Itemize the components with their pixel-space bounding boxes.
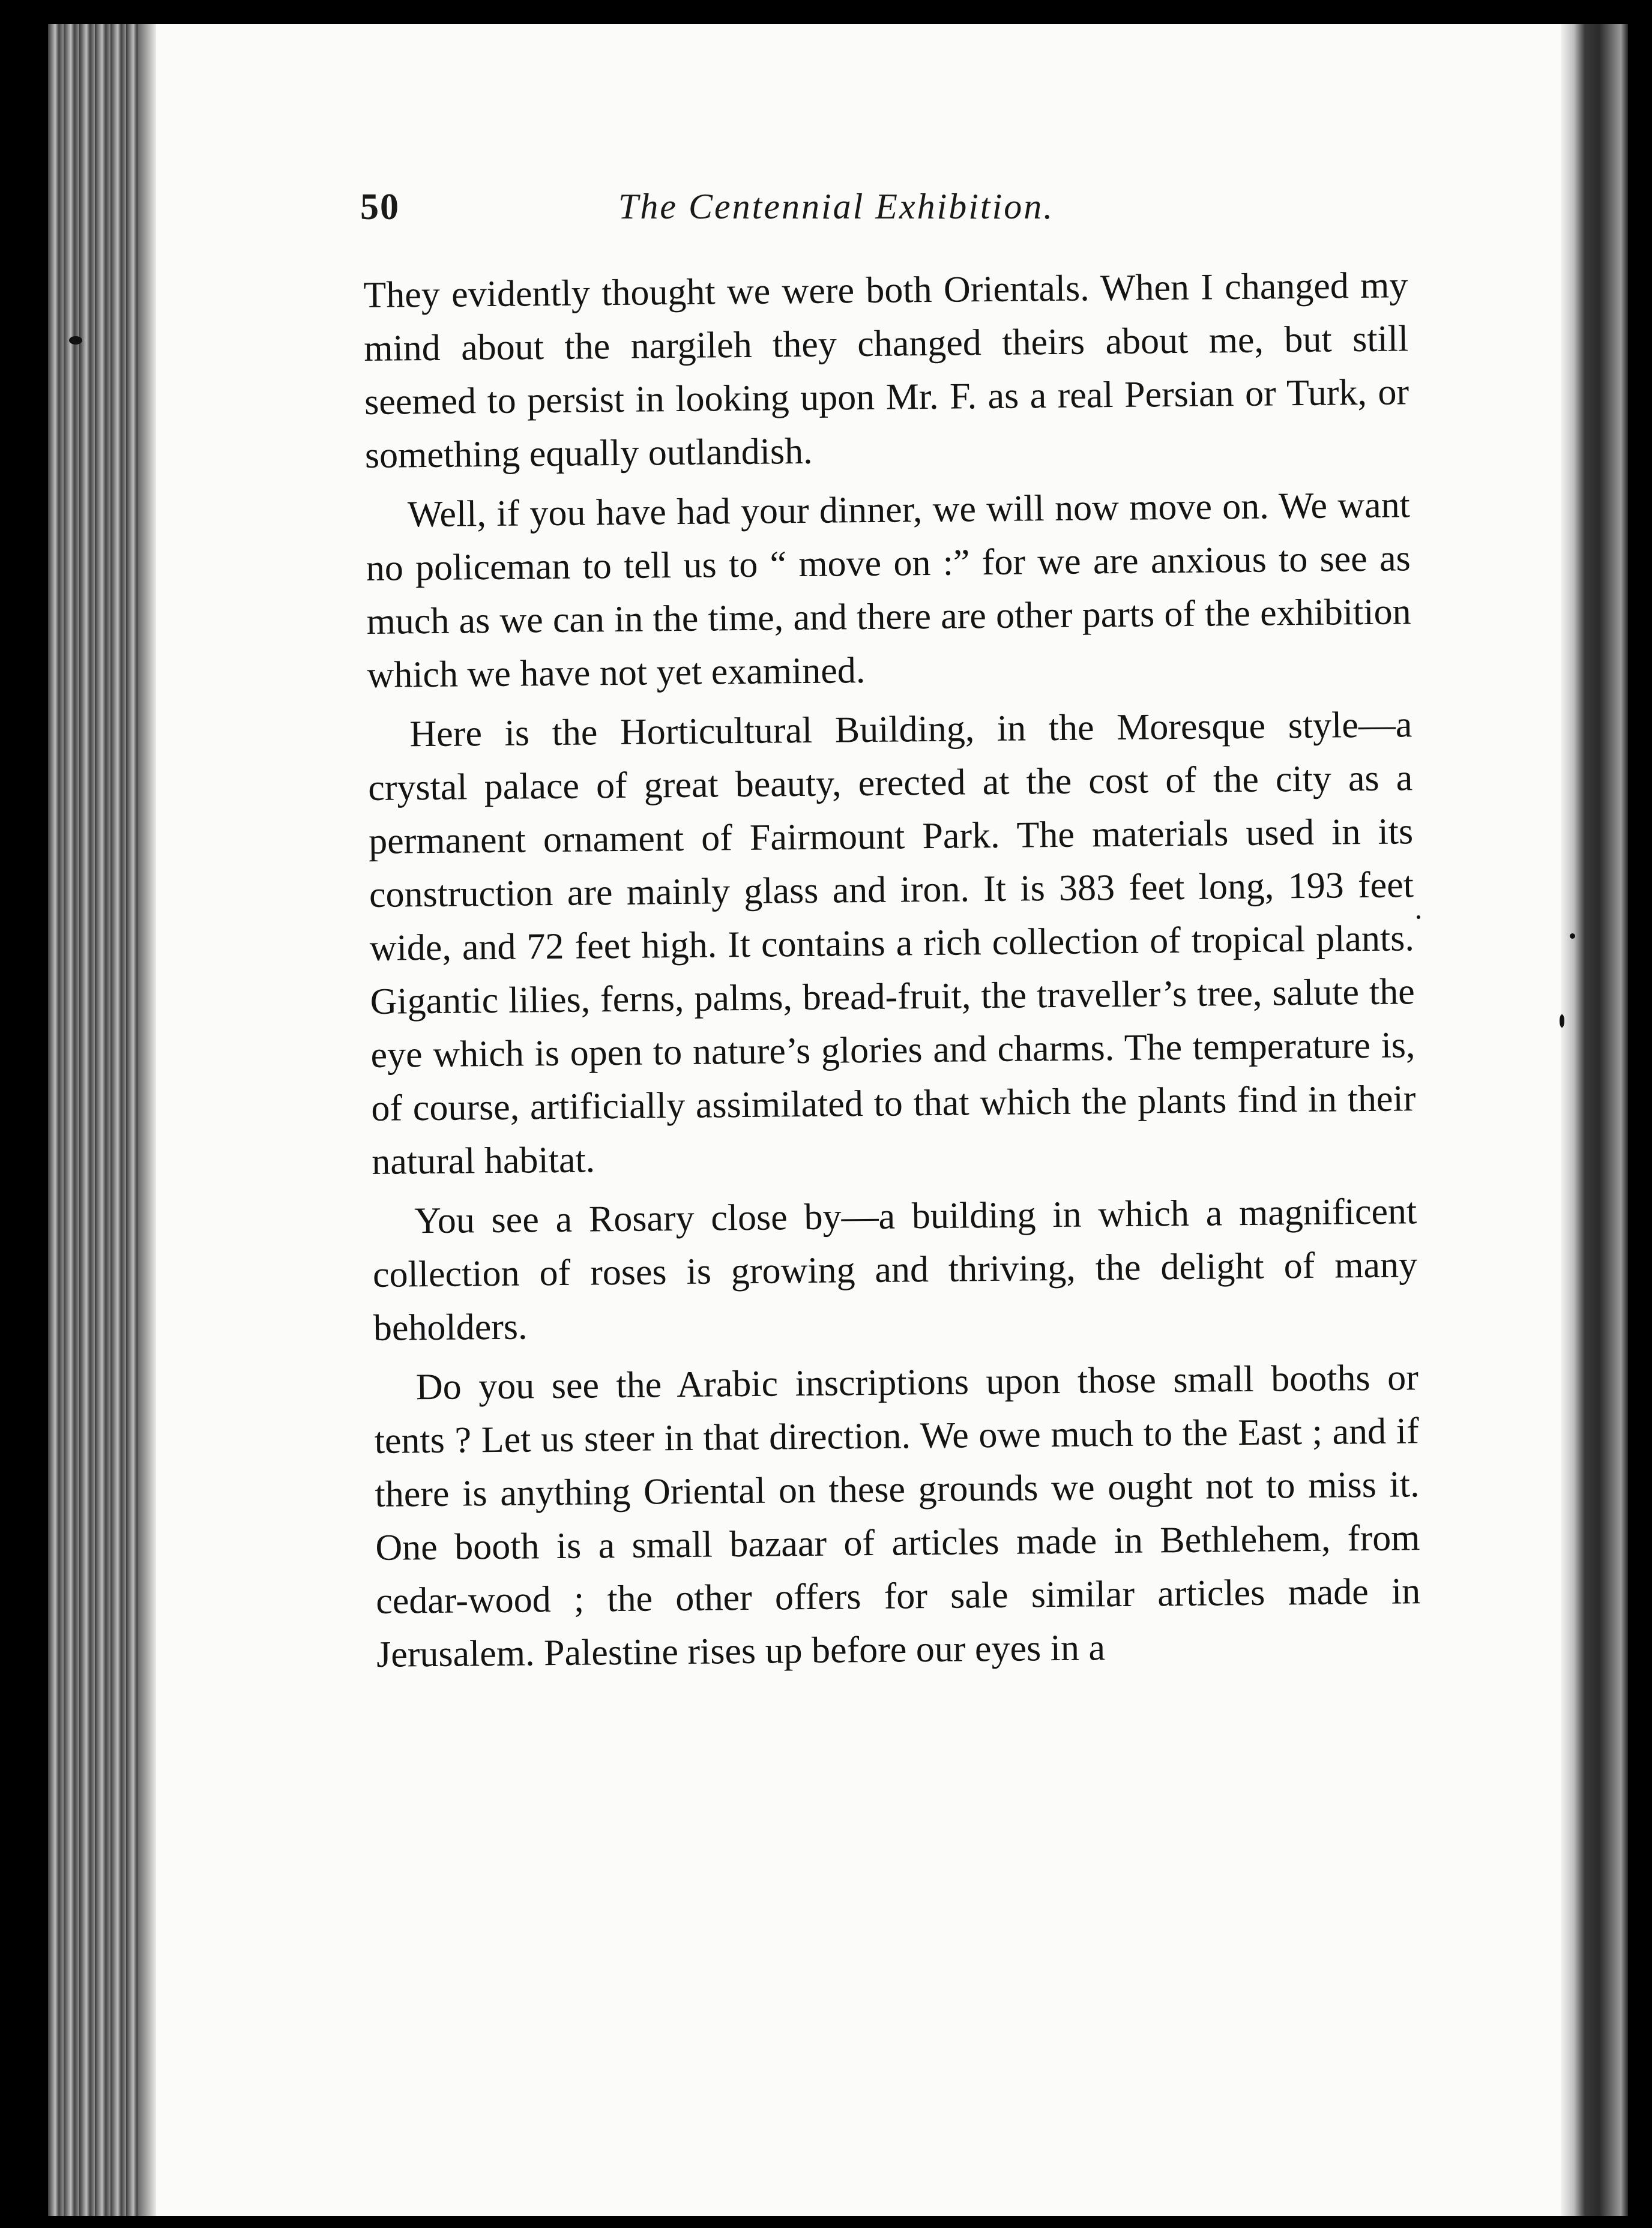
binding-shadow [138, 24, 156, 2216]
page-body-text [363, 259, 1421, 1688]
ink-speck [69, 336, 82, 345]
page-header [360, 180, 1345, 246]
ink-speck [1560, 1014, 1564, 1028]
scan-border-right [1628, 0, 1652, 2228]
paragraph: They evidently thought we were both Orientals. When I changed my mind about the nargileh they changed theirs about me, but still seemed to persist in looking upon Mr. F. as a real Persian or Turk, or something equally outlandish. [363, 265, 1409, 476]
ink-speck [1570, 933, 1575, 939]
paragraph: Here is the Horticultural Building, in the Moresque style—a crystal palace of great beauty, erected at the cost of the city as a permanent ornament of Fairmount Park. The materials used in its construction are mainly glass and iron. It is 383 feet long, 193 feet wide, and 72 feet high. It contains a rich collection of tropical plants. Gigantic lilies, ferns, palms, bread-fruit, the traveller’s tree, salute the eye which is open to nature’s glories and charms. The temperature is, of course, artificially assimilated to that which the plants find in their natural habitat. [367, 704, 1416, 1182]
scan-border-top [0, 0, 1652, 24]
scan-border-left [0, 0, 48, 2228]
running-title: The Centennial Exhibition. [618, 187, 1055, 226]
page-number: 50 [360, 187, 400, 227]
scan-border-bottom [0, 2216, 1652, 2228]
paragraph: Well, if you have had your dinner, we will now move on. We want no policeman to tell us to “ move on :” for we are anxious to see as much as we can in the time, and there are other parts of the exhibition which we have not yet examined. [366, 484, 1411, 696]
paragraph: Do you see the Arabic inscriptions upon those small booths or tents ? Let us steer in that direction. We owe much to the East ; and if there is anything Oriental on these grounds we ought not to miss it. One booth is a small bazaar of articles made in Bethlehem, from cedar-wood ; the other offers for sale similar articles made in Jerusalem. Palestine rises up before our eyes in a [374, 1357, 1421, 1675]
ink-speck [1417, 915, 1420, 919]
book-binding-edges [48, 24, 138, 2216]
right-gutter-shadow [1561, 24, 1628, 2216]
paragraph: You see a Rosary close by—a building in which a magnificent collection of roses is growing and thriving, the delight of many beholders. [372, 1191, 1418, 1349]
